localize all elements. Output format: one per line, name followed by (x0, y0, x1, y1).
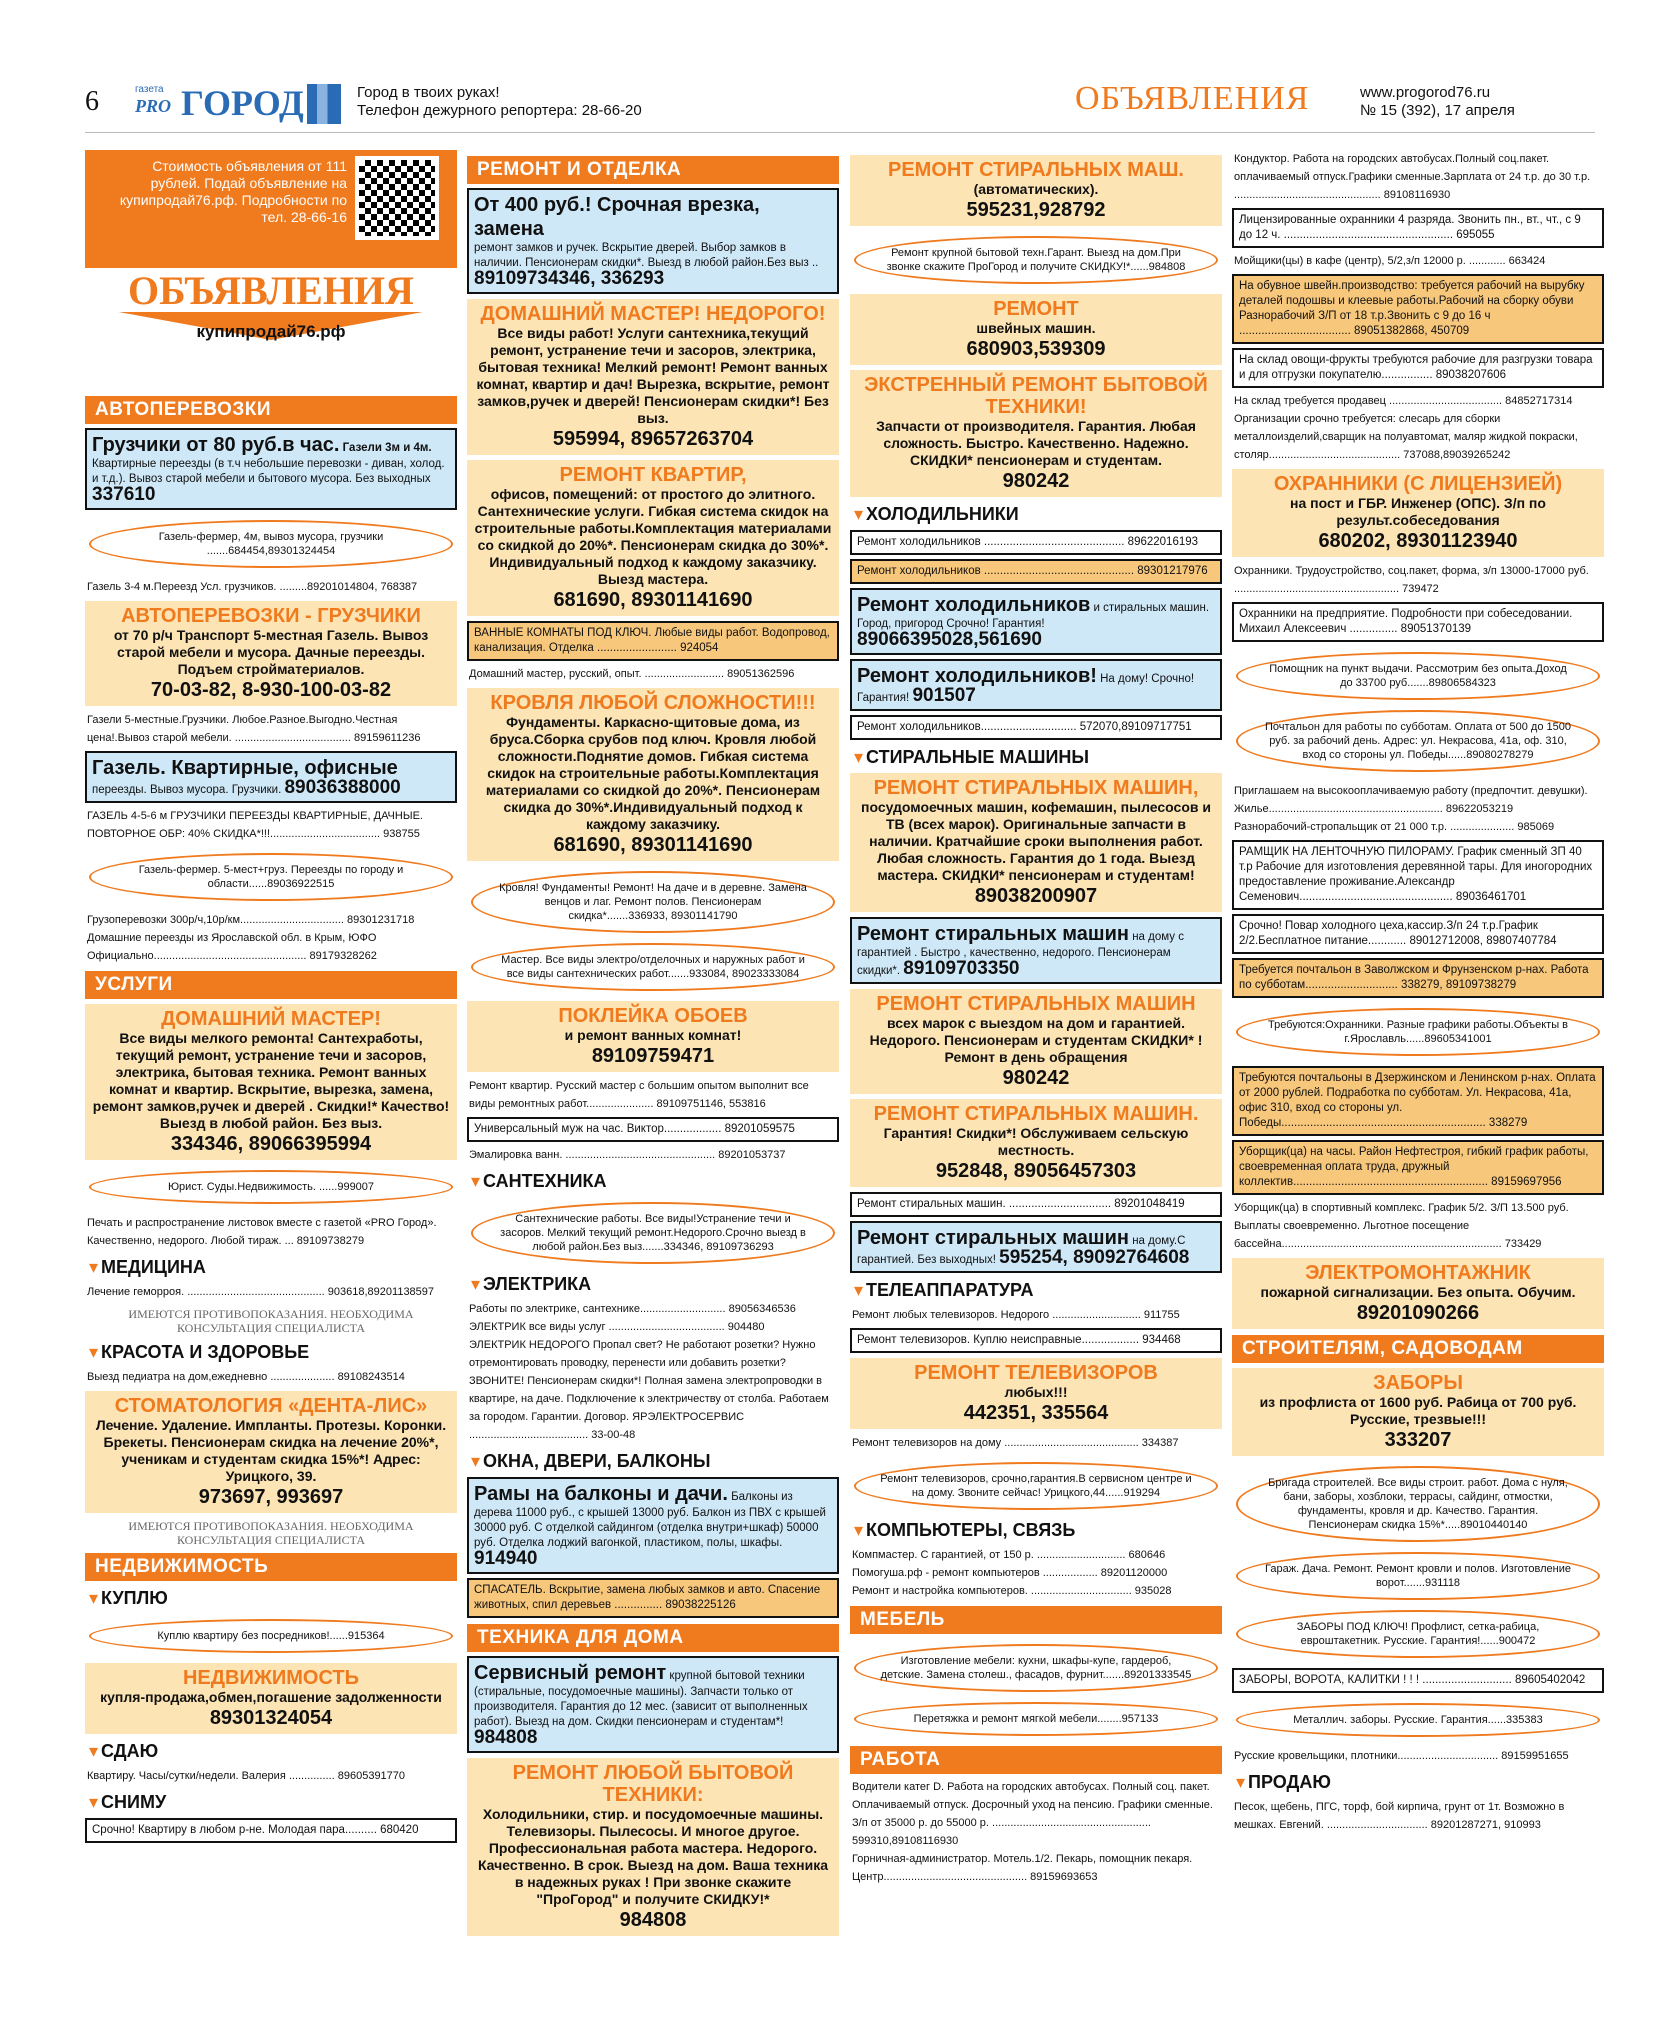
ad-promo (850, 1099, 1222, 1187)
ad-title: РЕМОНТ КВАРТИР, (559, 464, 747, 486)
ad-box: Ремонт стиральных машин. ................................ 89201048419 (850, 1192, 1222, 1217)
ad-promo (467, 460, 839, 616)
ad-line: Организации срочно требуется: слесарь для сборки металлоизделий,сварщик на полуавтомат, маляр жидкой покраски, столяр........................................... 737088,89039265242 (1234, 413, 1578, 461)
ad-body: Холодильники, стир. и посудомоечные машины. Телевизоры. Пылесосы. И многое другое. Профессиональная работа мастера. Недорого. Качественно. В срок. Выезд на дом. Ваша техника в надежных руках ! При звонке скажите "ПроГород" и получите СКИДКУ!* (477, 1806, 829, 1907)
ad-title: КРОВЛЯ ЛЮБОЙ СЛОЖНОСТИ!!! (490, 692, 816, 714)
ad-phone: 89301324054 (209, 1707, 333, 1729)
ad-title: Ремонт холодильников (857, 594, 1091, 616)
heading-builders: СТРОИТЕЛЯМ, САДОВОДАМ (1232, 1335, 1604, 1363)
ad-phone: 680903,539309 (966, 338, 1106, 360)
ad-title: ЭЛЕКТРОМОНТАЖНИК (1305, 1262, 1531, 1284)
qr-code-icon[interactable] (355, 156, 439, 240)
ad-box (850, 588, 1222, 655)
heading-sell: ▾ ПРОДАЮ (1232, 1772, 1604, 1793)
ad-body: Запчасти от производителя. Гарантия. Любая сложность. Быстро. Качественно. Надежно. СКИДКИ* пенсионерам и студентам. (876, 418, 1196, 468)
site-info (1360, 84, 1515, 120)
issue-info: № 15 (392), 17 апреля (1360, 102, 1515, 119)
heading-jobs: РАБОТА (850, 1746, 1222, 1774)
ad-promo (85, 601, 457, 706)
ad-box: На обувное швейн.производство: требуется рабочий на вырубку деталей подошвы и клеевые работы.Рабочий на сборку обуви Разнорабочий З/П от 18 т.р.Звонить с 9 до 16 ч ................................... 89051382868, 450709 (1232, 274, 1604, 344)
ad-line: ЭЛЕКТРИК НЕДОРОГО Пропал свет? Не работают розетки? Нужно отремонтировать проводку, перенести или добавить розетки? ЗВОНИТЕ! Пенсионерам скидки*! Полная замена электропроводки в квартире, на даче. Подключение к электричеству от столба. Работаем за городом. Гарантии. Договор. ЯРЭЛЕКТРОСЕРВИС ....................................... 33-00-48 (469, 1339, 829, 1441)
ad-phone: 89109734346, 336293 (474, 268, 665, 289)
ad-line: ГАЗЕЛЬ 4-5-6 м ГРУЗЧИКИ ПЕРЕЕЗДЫ КВАРТИРНЫЕ, ДАЧНЫЕ. ПОВТОРНОЕ ОБР: 40% СКИДКА*!!!.................................... 938755 (87, 810, 423, 840)
ad-line: Горничная-администратор. Мотель.1/2. Пекарь, помощник пекаря. Центр............................................... 89159693653 (852, 1853, 1193, 1883)
ad-box (467, 1477, 839, 1574)
ad-line: Охранники. Трудоустройство, соц.пакет, форма, з/п 13000-17000 руб. ...................................................... 739472 (1234, 565, 1589, 595)
ad-line: ЭЛЕКТРИК все виды услуг ...................................... 904480 (469, 1321, 765, 1333)
heading-repair: РЕМОНТ И ОТДЕЛКА (467, 156, 839, 184)
ad-line: Печать и распространение листовок вместе с газетой «PRO Город». Качественно, недорого. Любой тираж. ... 89109738279 (87, 1217, 437, 1247)
ad-promo (467, 1001, 839, 1072)
ad-box (850, 659, 1222, 711)
ad-oval: Бригада строителей. Все виды строит. работ. Дома с нуля, бани, заборы, хозблоки, террасы, сайдинг, отмостки, фундаменты, кровля и др. Качество. Гарантия. Пенсионерам скидка 15%*.....89010440140 (1236, 1466, 1600, 1542)
column-1 (85, 150, 457, 2020)
ad-box (85, 751, 457, 803)
ad-promo (850, 773, 1222, 912)
promo-url[interactable]: купипродай76.рф (196, 322, 346, 341)
logo-city: ГОРОД (181, 83, 304, 123)
ad-body: посудомоечных машин, кофемашин, пылесосов и ТВ (всех марок). Оригинальные запчасти в наличии. Кратчайшие сроки выполнения работ. Любая сложность. Гарантия до 1 года. Выезд мастера. СКИДКИ* пенсионерам и студентам! (861, 799, 1211, 883)
heading-auto: АВТОПЕРЕВОЗКИ (85, 396, 457, 424)
ad-phone: 901507 (912, 685, 976, 706)
ad-promo (850, 155, 1222, 226)
heading-home-tech: ТЕХНИКА ДЛЯ ДОМА (467, 1624, 839, 1652)
ad-promo (467, 688, 839, 861)
ad-oval: Помощник на пункт выдачи. Рассмотрим без опыта.Доход до 33700 руб.......89806584323 (1236, 652, 1600, 700)
page-header (85, 80, 1595, 130)
ad-phone: 334346, 89066395994 (170, 1133, 372, 1155)
ad-phone: 89036388000 (284, 777, 401, 798)
header-rule (85, 132, 1595, 133)
ad-title: Ремонт стиральных машин (857, 923, 1129, 945)
ad-line: На склад требуется продавец ..................................... 84852717314 (1234, 395, 1573, 407)
ad-oval: Сантехнические работы. Все виды!Устранение течи и засоров. Мелкий текущий ремонт.Недорого.Срочно выезд в любой район.Без выз.......334346, 89109736293 (471, 1202, 835, 1264)
ad-box: Требуется почтальон в Заволжском и Фрунзенском р-нах. Работа по субботам............................. 338279, 89109738279 (1232, 958, 1604, 998)
ad-promo (85, 1004, 457, 1160)
ad-oval: Кровля! Фундаменты! Ремонт! На даче и в деревне. Замена венцов и лаг. Ремонт полов. Пенсионерам скидка*.......336933, 89301141790 (471, 871, 835, 933)
ad-title: РЕМОНТ (993, 298, 1079, 320)
tagline-text: Город в твоих руках! (357, 84, 500, 101)
ad-line: Квартиру. Часы/сутки/недели. Валерия ............... 89605391770 (87, 1770, 406, 1782)
ad-line: Ремонт квартир. Русский мастер с большим опытом выполнит все виды ремонтных работ...................... 89109751146, 553816 (469, 1080, 809, 1110)
ad-body: от 70 р/ч Транспорт 5-местная Газель. Вывоз старой мебели и мусора. Дачные переезды. Подъем стройматериалов. (113, 627, 429, 677)
ad-phone: 89201090266 (1356, 1302, 1480, 1324)
ad-promo (85, 1663, 457, 1734)
ad-phone: 980242 (1002, 1067, 1070, 1089)
ad-oval: Ремонт крупной бытовой техн.Гарант. Выезд на дом.При звонке скажите ПроГород и получите СКИДКУ!*......984808 (854, 236, 1218, 284)
ad-body: На дому! Срочно! Гарантия! (857, 673, 1195, 704)
ad-phone: 980242 (1002, 470, 1070, 492)
ad-body: швейных машин. (976, 320, 1096, 336)
ad-line: Кондуктор. Работа на городских автобусах.Полный соц.пакет. оплачиваемый отпуск.Графики сменные.Зарплата от 24 т.р. до 30 т.р. ................................................ 89108116930 (1234, 153, 1591, 201)
ad-phone: 70-03-82, 8-930-100-03-82 (150, 679, 392, 701)
ad-box: Срочно! Квартиру в любом р-не. Молодая пара.......... 680420 (85, 1818, 457, 1843)
ad-title: РЕМОНТ ЛЮБОЙ БЫТОВОЙ ТЕХНИКИ: (512, 1762, 794, 1806)
promo-text: Стоимость объявления от 111 рублей. Подай объявление на купипродай76.рф. Подробности по тел. 28-66-16 (119, 158, 347, 225)
ad-body: и стиральных машин. Город, пригород Срочно! Гарантия! (857, 602, 1210, 630)
ad-promo (85, 1391, 457, 1513)
ad-oval: Металлич. заборы. Русские. Гарантия......335383 (1236, 1703, 1600, 1737)
ad-title: РЕМОНТ СТИРАЛЬНЫХ МАШ. (887, 159, 1184, 181)
column-2 (467, 150, 839, 2020)
ad-line: Работы по электрике, сантехнике............................ 89056346536 (469, 1303, 796, 1315)
ad-phone: 984808 (619, 1909, 687, 1931)
ad-line: Приглашаем на высокооплачиваемую работу (предпочтит. девушки). Жилье......................................................... 89622053219 (1234, 785, 1588, 815)
ad-box (850, 1221, 1222, 1273)
ad-box: Ремонт холодильников.............................. 572070,89109717751 (850, 715, 1222, 740)
ad-line: Ремонт телевизоров на дому ............................................ 334387 (852, 1437, 1179, 1449)
ad-phone: 595254, 89092764608 (999, 1247, 1190, 1268)
ad-line: Домашний мастер, русский, опыт. .......................... 89051362596 (469, 668, 795, 680)
ad-box (850, 917, 1222, 984)
ad-body: Гарантия! Скидки*! Обслуживаем сельскую местность. (883, 1125, 1189, 1158)
ad-sub: Газели 3м и 4м. (342, 442, 432, 454)
ad-phone: 442351, 335564 (963, 1402, 1109, 1424)
ad-line: Водители катег D. Работа на городских автобусах. Полный соц. пакет. Оплачиваемый отпуск. Досрочный уход на пенсию. Графики сменные. З/п от 35000 р. до 55000 р. .................................................... 599310,89108116930 (852, 1781, 1213, 1847)
ad-promo (1232, 469, 1604, 557)
warning-text: ИМЕЮТСЯ ПРОТИВОПОКАЗАНИЯ. НЕОБХОДИМА КОНСУЛЬТАЦИЯ СПЕЦИАЛИСТА (128, 1307, 414, 1335)
ad-line: Газели 5-местные.Грузчики. Любое.Разное.Выгодно.Честная цена!.Вывоз старой мебели. ...................................... 89159611236 (87, 714, 421, 744)
ad-line: Выезд педиатра на дом,ежедневно ..................... 89108243514 (87, 1371, 405, 1383)
ad-title: ОХРАННИКИ (С ЛИЦЕНЗИЕЙ) (1273, 473, 1563, 495)
logo-small: газета (135, 84, 164, 95)
ad-promo (467, 1758, 839, 1936)
ad-promo (1232, 1368, 1604, 1456)
ad-line: Помогуша.рф - ремонт компьютеров .................. 89201120000 (852, 1567, 1168, 1579)
ad-title: РЕМОНТ ТЕЛЕВИЗОРОВ (914, 1362, 1158, 1384)
ad-box: Лицензированные охранники 4 разряда. Звонить пн., вт., чт., с 9 до 12 ч. ..................................................... 695055 (1232, 208, 1604, 248)
ad-phone: 680202, 89301123940 (1318, 530, 1518, 552)
ad-body: крупной бытовой техники (стиральные, посудомоечные машины). Запчасти только от производителя. Гарантия до 12 мес. (зависит от выполненных работ). Выезд на дом. Скидки пенсионерам и студентам*! (474, 1670, 808, 1728)
ad-line: Газель 3-4 м.Переезд Усл. грузчиков. .........89201014804, 768387 (87, 581, 418, 593)
ad-promo (467, 299, 839, 455)
ad-title: Газель. Квартирные, офисные (92, 757, 398, 779)
ad-phone: 89038200907 (974, 885, 1098, 907)
ad-phone: 984808 (474, 1727, 538, 1748)
promo-block (85, 150, 457, 390)
ad-box (467, 188, 839, 294)
ad-phone: 595231,928792 (966, 199, 1106, 221)
ad-box: Ремонт холодильников ............................................ 89622016193 (850, 530, 1222, 555)
ad-phone: 337610 (92, 484, 156, 505)
ad-body: переезды. Вывоз мусора. Грузчики. (92, 784, 282, 796)
section-title: ОБЪЯВЛЕНИЯ (1075, 80, 1310, 117)
ad-title: РЕМОНТ СТИРАЛЬНЫХ МАШИН (876, 993, 1196, 1015)
ad-phone: 681690, 89301141690 (553, 589, 753, 611)
ad-oval: Почтальон для работы по субботам. Оплата от 500 до 1500 руб. за рабочий день. Адрес: ул. Некрасова, 41а, оф. 310, вход со стороны ул. Победы......89080278279 (1236, 710, 1600, 772)
ad-box (467, 1656, 839, 1753)
column-4 (1232, 150, 1604, 2020)
ad-title: РЕМОНТ СТИРАЛЬНЫХ МАШИН, (873, 777, 1199, 799)
ad-body: офисов, помещений: от простого до элитного. Сантехнические услуги. Гибкая система скидок на строительные работы.Комплектация материалами со скидкой до 20%*. Пенсионерам скидка до 30%*. Индивидуальный подход к каждому заказчику. Выезд мастера. (474, 486, 832, 587)
heading-electric: ▾ ЭЛЕКТРИКА (467, 1274, 839, 1295)
ad-body: Фундаменты. Каркасно-щитовые дома, из бруса.Сборка срубов под ключ. Кровля любой сложности.Поднятие домов. Гибкая система скидок на строительные работы.Комплектация материалами со скидкой до 20%*. Пенсионерам скидка до 30%*.Индивидуальный подход к каждому заказчику. (485, 714, 821, 832)
ad-line: Разнорабочий-стропальщик от 21 000 т.р. ..................... 985069 (1234, 821, 1555, 833)
ad-title: РЕМОНТ СТИРАЛЬНЫХ МАШИН. (873, 1103, 1199, 1125)
ad-title: Рамы на балконы и дачи. (474, 1483, 728, 1505)
ad-line: Лечение геморроя. ............................................. 903618,89201138597 (87, 1286, 435, 1298)
ad-phone: 681690, 89301141690 (553, 834, 753, 856)
ad-body: пожарной сигнализации. Без опыта. Обучим. (1260, 1284, 1576, 1300)
ad-box: Универсальный муж на час. Виктор.................. 89201059575 (467, 1117, 839, 1142)
ad-body: любых!!! (1004, 1384, 1068, 1400)
ad-body: Лечение. Удаление. Импланты. Протезы. Коронки. Брекеты. Пенсионерам скидка на лечение 20%*, ученикам и студентам скидка 15%*! Адрес: Урицкого, 39. (95, 1417, 447, 1484)
ad-promo (850, 1358, 1222, 1429)
ad-phone: 333207 (1384, 1429, 1452, 1451)
heading-furniture: МЕБЕЛЬ (850, 1606, 1222, 1634)
ad-title: Грузчики от 80 руб.в час. (92, 434, 340, 456)
heading-buy: ▾ КУПЛЮ (85, 1588, 457, 1609)
heading-plumbing: ▾ САНТЕХНИКА (467, 1171, 839, 1192)
ad-line: Мойщики(цы) в кафе (центр), 5/2,з/п 12000 р. ............ 663424 (1234, 255, 1546, 267)
ad-line: Песок, щебень, ПГС, торф, бой кирпича, грунт от 1т. Возможно в мешках. Евгений. ................................. 89201287271, 910993 (1234, 1801, 1565, 1831)
ad-box: ЗАБОРЫ, ВОРОТА, КАЛИТКИ ! ! ! ............................ 89605402042 (1232, 1668, 1604, 1693)
ad-line: Эмалировка ванн. ................................................. 89201053737 (469, 1149, 786, 1161)
ad-body: всех марок с выездом на дом и гарантией. Недорого. Пенсионерам и студентам СКИДКИ* ! Ремонт в день обращения (869, 1015, 1203, 1065)
page-number: 6 (85, 86, 99, 117)
ad-title: ПОКЛЕЙКА ОБОЕВ (558, 1005, 748, 1027)
ad-body: на дому.С гарантией. Без выходных! (857, 1235, 1186, 1266)
ad-box: Ремонт телевизоров. Куплю неисправные.................. 934468 (850, 1328, 1222, 1353)
ad-phone: 595994, 89657263704 (552, 428, 754, 450)
ad-title: АВТОПЕРЕВОЗКИ - ГРУЗЧИКИ (121, 605, 421, 627)
heading-beauty: ▾ КРАСОТА И ЗДОРОВЬЕ (85, 1342, 457, 1363)
ad-body: на пост и ГБР. Инженер (ОПС). З/п по результ.собеседования (1290, 495, 1546, 528)
ad-title: Сервисный ремонт (474, 1662, 667, 1684)
heading-realty: НЕДВИЖИМОСТЬ (85, 1553, 457, 1581)
ad-promo (850, 294, 1222, 365)
ad-title: Ремонт стиральных машин (857, 1227, 1129, 1249)
ad-phone: 952848, 89056457303 (935, 1160, 1137, 1182)
ad-title: НЕДВИЖИМОСТЬ (182, 1667, 360, 1689)
heading-windows: ▾ ОКНА, ДВЕРИ, БАЛКОНЫ (467, 1451, 839, 1472)
ad-phone: 973697, 993697 (198, 1486, 344, 1508)
newspaper-logo (135, 84, 355, 124)
heading-services: УСЛУГИ (85, 971, 457, 999)
ad-phone: 914940 (474, 1548, 538, 1569)
ad-box: СПАСАТЕЛЬ. Вскрытие, замена любых замков и авто. Спасение животных, спил деревьев ............... 89038225126 (467, 1578, 839, 1618)
ad-title: ДОМАШНИЙ МАСТЕР! НЕДОРОГО! (480, 303, 826, 325)
heading-tv: ▾ ТЕЛЕАППАРАТУРА (850, 1280, 1222, 1301)
ad-box: Ремонт холодильников ............................................... 89301217976 (850, 559, 1222, 584)
ad-line: Ремонт и настройка компьютеров. ................................. 935028 (852, 1585, 1172, 1597)
ad-oval: Мастер. Все виды электро/отделочных и наружных работ и все виды сантехнических работ.......933084, 89023333084 (471, 943, 835, 991)
ad-promo (1232, 1258, 1604, 1329)
ad-line: Русские кровельщики, плотники................................. 89159951655 (1234, 1750, 1569, 1762)
logo-pro: PRO (135, 96, 171, 116)
ad-oval: Перетяжка и ремонт мягкой мебели........957133 (854, 1702, 1218, 1736)
ad-box: Требуются почтальоны в Дзержинском и Ленинском р-нах. Оплата от 2000 рублей. Подработка по субботам. Ул. Некрасова, 41а, офис 310, вход со стороны ул. Победы................................................................ 338279 (1232, 1066, 1604, 1136)
heading-fridges: ▾ ХОЛОДИЛЬНИКИ (850, 504, 1222, 525)
ad-box (85, 428, 457, 510)
heading-computers: ▾ КОМПЬЮТЕРЫ, СВЯЗЬ (850, 1520, 1222, 1541)
ad-body: купля-продажа,обмен,погашение задолженности (100, 1689, 442, 1705)
ad-title: От 400 руб.! Срочная врезка, замена (474, 194, 760, 240)
ad-title: СТОМАТОЛОГИЯ «ДЕНТА-ЛИС» (114, 1395, 428, 1417)
ad-body: Все виды мелкого ремонта! Сантехработы, текущий ремонт, устранение течи и засоров, электрика, бытовая техника. Ремонт ванных комнат и квартир. Вскрытие, вырезка, замена, ремонт замков,ручек и дверей . Скидки!* Качество! Выезд в любой район. Без выз. (92, 1030, 450, 1131)
ad-body: Балконы из дерева 11000 руб., с крышей 13000 руб. Балкон из ПВХ с крышей 30000 руб. С отделкой сайдингом (отделка внутри+шкаф) 50000 руб. Отделка лоджий вагонкой, пластиком, полы, шкафы. (474, 1491, 826, 1549)
building-icon (307, 84, 341, 124)
ad-body: из профлиста от 1600 руб. Рабица от 700 руб. Русские, трезвые!!! (1259, 1394, 1577, 1427)
ad-body: Квартирные переезды (в т.ч небольшие перевозки - диван, холод. и т.д.). Вывоз старой мебели и бытового мусора. Без выходных (92, 458, 445, 485)
ad-line: Грузоперевозки 300р/ч,10р/км.................................. 89301231718 (87, 914, 415, 926)
ad-line: Компмастер. С гарантией, от 150 р. ............................. 680646 (852, 1549, 1166, 1561)
ad-box: Уборщик(ца) на часы. Район Нефтестроя, гибкий график работы, своевременная оплата труда, дружный коллектив............................................................. 89159697956 (1232, 1140, 1604, 1195)
ad-body: на дому с гарантией . Быстро , качественно, недорого. Пенсионерам скидки*. (857, 931, 1184, 977)
ad-line: Ремонт любых телевизоров. Недорого ............................. 911755 (852, 1309, 1180, 1321)
ad-oval: Юрист. Суды.Недвижимость. ......999007 (89, 1170, 453, 1204)
ad-phone: 89109703350 (903, 958, 1020, 979)
ad-box: На склад овощи-фрукты требуются рабочие для разгрузки товара и для отгрузки покупателю................ 89038207606 (1232, 348, 1604, 388)
ad-oval: ЗАБОРЫ ПОД КЛЮЧ! Профлист, сетка-рабица, евроштакетник. Русские. Гарантия!......900472 (1236, 1610, 1600, 1658)
ad-oval: Газель-фермер. 5-мест+груз. Переезды по городу и области......89036922515 (89, 853, 453, 901)
heading-washers: ▾ СТИРАЛЬНЫЕ МАШИНЫ (850, 747, 1222, 768)
ad-phone: 89109759471 (591, 1045, 715, 1067)
ad-phone: 89066395028,561690 (857, 629, 1042, 650)
ad-line: Уборщик(ца) в спортивный комплекс. График 5/2. З/П 13.500 руб. Выплаты своевременно. Льготное посещение бассейна........................................................................ 733429 (1234, 1202, 1569, 1250)
column-3 (850, 150, 1222, 2020)
ad-oval: Требуются:Охранники. Разные графики работы.Объекты в г.Ярославль......89605341001 (1236, 1008, 1600, 1056)
site-url[interactable]: www.progorod76.ru (1360, 84, 1491, 101)
ad-oval: Куплю квартиру без посредников!......915364 (89, 1619, 453, 1653)
ad-body: ремонт замков и ручек. Вскрытие дверей. Выбор замков в наличии. Пенсионерам скидки*. Выезд в любой район.Без выз .. (474, 242, 819, 269)
ad-promo (850, 370, 1222, 497)
heading-rent: ▾ СДАЮ (85, 1741, 457, 1762)
ad-box: ВАННЫЕ КОМНАТЫ ПОД КЛЮЧ. Любые виды работ. Водопровод, канализация. Отделка ......................... 924054 (467, 621, 839, 661)
ad-oval: Газель-фермер, 4м, вывоз мусора, грузчики .......684454,89301324454 (89, 520, 453, 568)
ad-body: Все виды работ! Услуги сантехника,текущий ремонт, устранение течи и засоров, электрика, бытовая техника! Мелкий ремонт! Ремонт ванных комнат, квартир и дач! Вырезка, вскрытие, ремонт замков,ручек и дверей! Пенсионерам скидки*! Без выз. (476, 325, 830, 426)
ad-body: и ремонт ванных комнат! (564, 1027, 742, 1043)
ad-title: Ремонт холодильников! (857, 665, 1097, 687)
heading-medicine: ▾ МЕДИЦИНА (85, 1257, 457, 1278)
reporter-phone: Телефон дежурного репортера: 28-66-20 (357, 102, 642, 119)
ad-body: (автоматических). (973, 181, 1099, 197)
ad-line: Домашние переезды из Ярославской обл. в Крым, ЮФО Официально.................................................. 89179328262 (87, 932, 377, 962)
ad-box: Охранники на предприятие. Подробности при собеседовании. Михаил Алексеевич ............... 89051370139 (1232, 602, 1604, 642)
ad-oval: Гараж. Дача. Ремонт. Ремонт кровли и полов. Изготовление ворот.......931118 (1236, 1552, 1600, 1600)
warning-text: ИМЕЮТСЯ ПРОТИВОПОКАЗАНИЯ. НЕОБХОДИМА КОНСУЛЬТАЦИЯ СПЕЦИАЛИСТА (128, 1519, 414, 1547)
ad-promo (850, 989, 1222, 1094)
ad-title: ЗАБОРЫ (1373, 1372, 1463, 1394)
tagline (357, 84, 642, 120)
ad-oval: Ремонт телевизоров, срочно,гарантия.В сервисном центре и на дому. Звоните сейчас! Урицкого,44......919294 (854, 1462, 1218, 1510)
ad-title: ДОМАШНИЙ МАСТЕР! (161, 1008, 381, 1030)
ad-oval: Изготовление мебели: кухни, шкафы-купе, гардероб, детские. Замена столеш., фасадов, фурнит.......89201333545 (854, 1644, 1218, 1692)
ad-title: ЭКСТРЕННЫЙ РЕМОНТ БЫТОВОЙ ТЕХНИКИ! (864, 374, 1208, 418)
promo-title: ОБЪЯВЛЕНИЯ (85, 268, 457, 312)
ad-box: РАМЩИК НА ЛЕНТОЧНУЮ ПИЛОРАМУ. График сменный ЗП 40 т.р Рабочие для изготовления деревянной тары. Для иногородних предоставление проживание.Александр Семенович................................................ 89036461701 (1232, 840, 1604, 910)
ad-box: Срочно! Повар холодного цеха,кассир.З/п 24 т.р.График 2/2.Бесплатное питание............ 89012712008, 89807407784 (1232, 914, 1604, 954)
heading-rent-in: ▾ СНИМУ (85, 1792, 457, 1813)
